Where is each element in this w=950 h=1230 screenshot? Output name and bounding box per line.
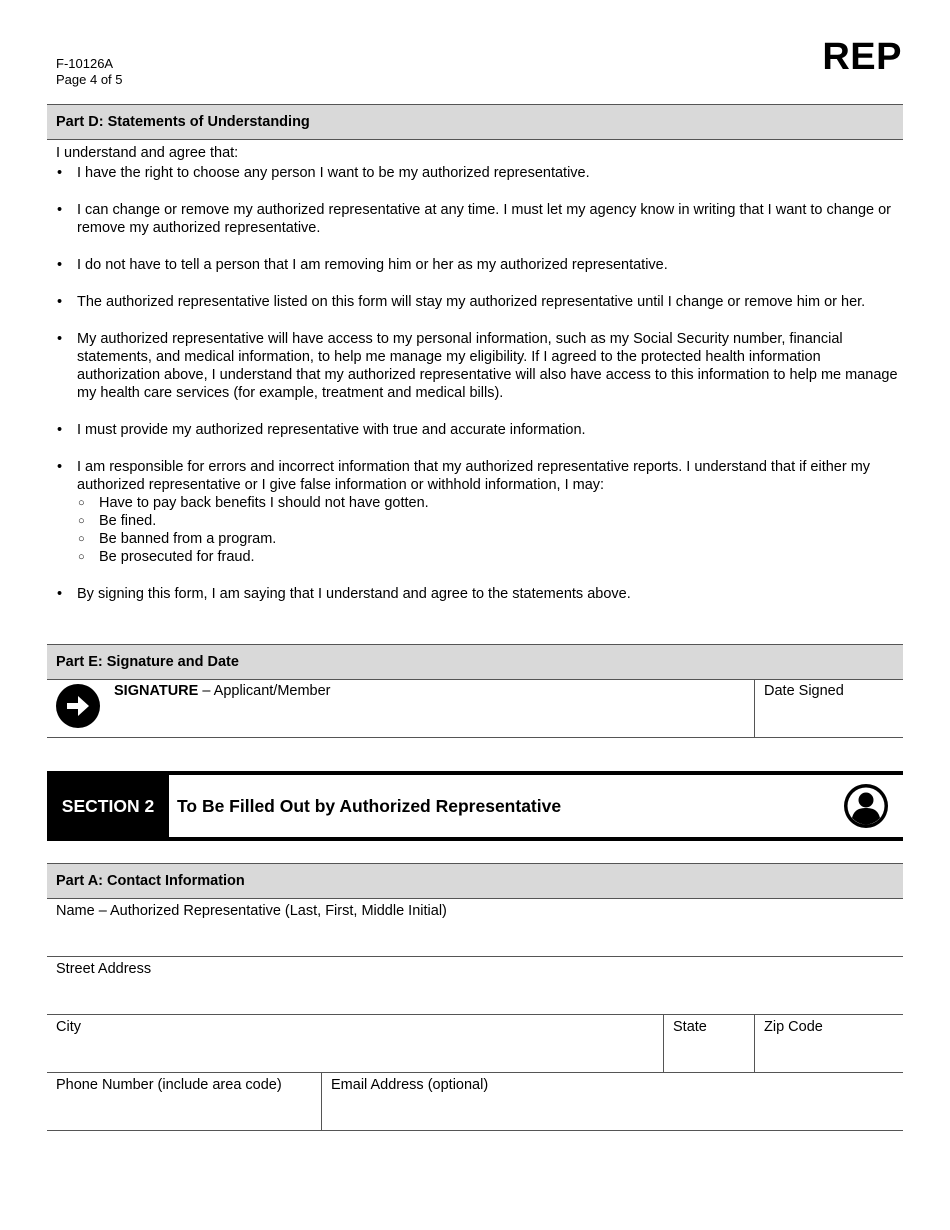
consequence-item: ○ Be fined. [77, 512, 902, 530]
statement-item: • The authorized representative listed on this form will stay my authorized representative until I change or remove him or her. [56, 293, 902, 311]
statement-item-text: I am responsible for errors and incorrect information that my authorized representative reports. I understand that if either my authorized representative or I give false information or withhold information, I may: [77, 459, 871, 493]
name-row [47, 899, 903, 957]
part-a-header: Part A: Contact Information [47, 863, 903, 899]
phone-email-row [47, 1073, 903, 1131]
statement-item-consequences [56, 458, 902, 566]
signature-label-rest: – Applicant/Member [198, 683, 331, 699]
state-field[interactable] [663, 1015, 754, 1072]
part-e-header: Part E: Signature and Date [47, 644, 903, 680]
form-code: REP [822, 36, 902, 78]
consequence-item: ○ Be banned from a program. [77, 530, 902, 548]
street-address-field[interactable] [47, 957, 903, 1014]
name-field[interactable] [47, 899, 903, 956]
consequences-list [77, 494, 902, 566]
email-label: Email Address (optional) [331, 1077, 489, 1093]
city-field[interactable] [47, 1015, 663, 1072]
section-2-tag: SECTION 2 [47, 775, 169, 837]
phone-field[interactable] [47, 1073, 321, 1130]
statements-intro: I understand and agree that: [56, 145, 239, 161]
part-d-header: Part D: Statements of Understanding [47, 104, 903, 140]
arrow-right-icon [56, 684, 100, 728]
statements-list [56, 144, 902, 622]
section-2-banner [47, 771, 903, 841]
statement-item: • I have the right to choose any person I want to be my authorized representative. [56, 164, 902, 182]
signature-label-bold: SIGNATURE [114, 683, 199, 699]
page-number: Page 4 of 5 [56, 72, 123, 87]
city-label: City [56, 1019, 81, 1035]
signature-field[interactable] [114, 683, 331, 699]
date-signed-field[interactable] [754, 679, 903, 737]
consequence-item: ○ Have to pay back benefits I should not have gotten. [77, 494, 902, 512]
signature-row [47, 679, 903, 738]
statement-item: • I do not have to tell a person that I am removing him or her as my authorized representative. [56, 256, 902, 274]
statement-item: • My authorized representative will have access to my personal information, such as my Social Security number, financial statements, and medical information, to help me manage my eligibility. If I agreed to the protected health information authorization above, I understand that my authorized representative will also have access to this information to help me manage my health care services (for example, treatment and medical bills). [56, 330, 902, 402]
section-2-title: To Be Filled Out by Authorized Representative [177, 796, 562, 816]
person-icon [843, 783, 889, 829]
date-signed-label: Date Signed [764, 683, 844, 699]
street-row [47, 957, 903, 1015]
city-state-zip-row [47, 1015, 903, 1073]
email-field[interactable] [321, 1073, 903, 1130]
statement-item: • I must provide my authorized representative with true and accurate information. [56, 421, 902, 439]
name-label: Name – Authorized Representative (Last, First, Middle Initial) [56, 903, 447, 919]
zip-code-field[interactable] [754, 1015, 903, 1072]
zip-code-label: Zip Code [764, 1019, 823, 1035]
form-number: F-10126A [56, 56, 114, 71]
phone-label: Phone Number (include area code) [56, 1077, 282, 1093]
state-label: State [673, 1019, 707, 1035]
statement-item: • By signing this form, I am saying that I understand and agree to the statements above. [56, 585, 902, 603]
form-number-block [56, 56, 123, 88]
statement-item: • I can change or remove my authorized representative at any time. I must let my agency know in writing that I want to change or remove my authorized representative. [56, 201, 902, 237]
consequence-item: ○ Be prosecuted for fraud. [77, 548, 902, 566]
street-address-label: Street Address [56, 961, 152, 977]
